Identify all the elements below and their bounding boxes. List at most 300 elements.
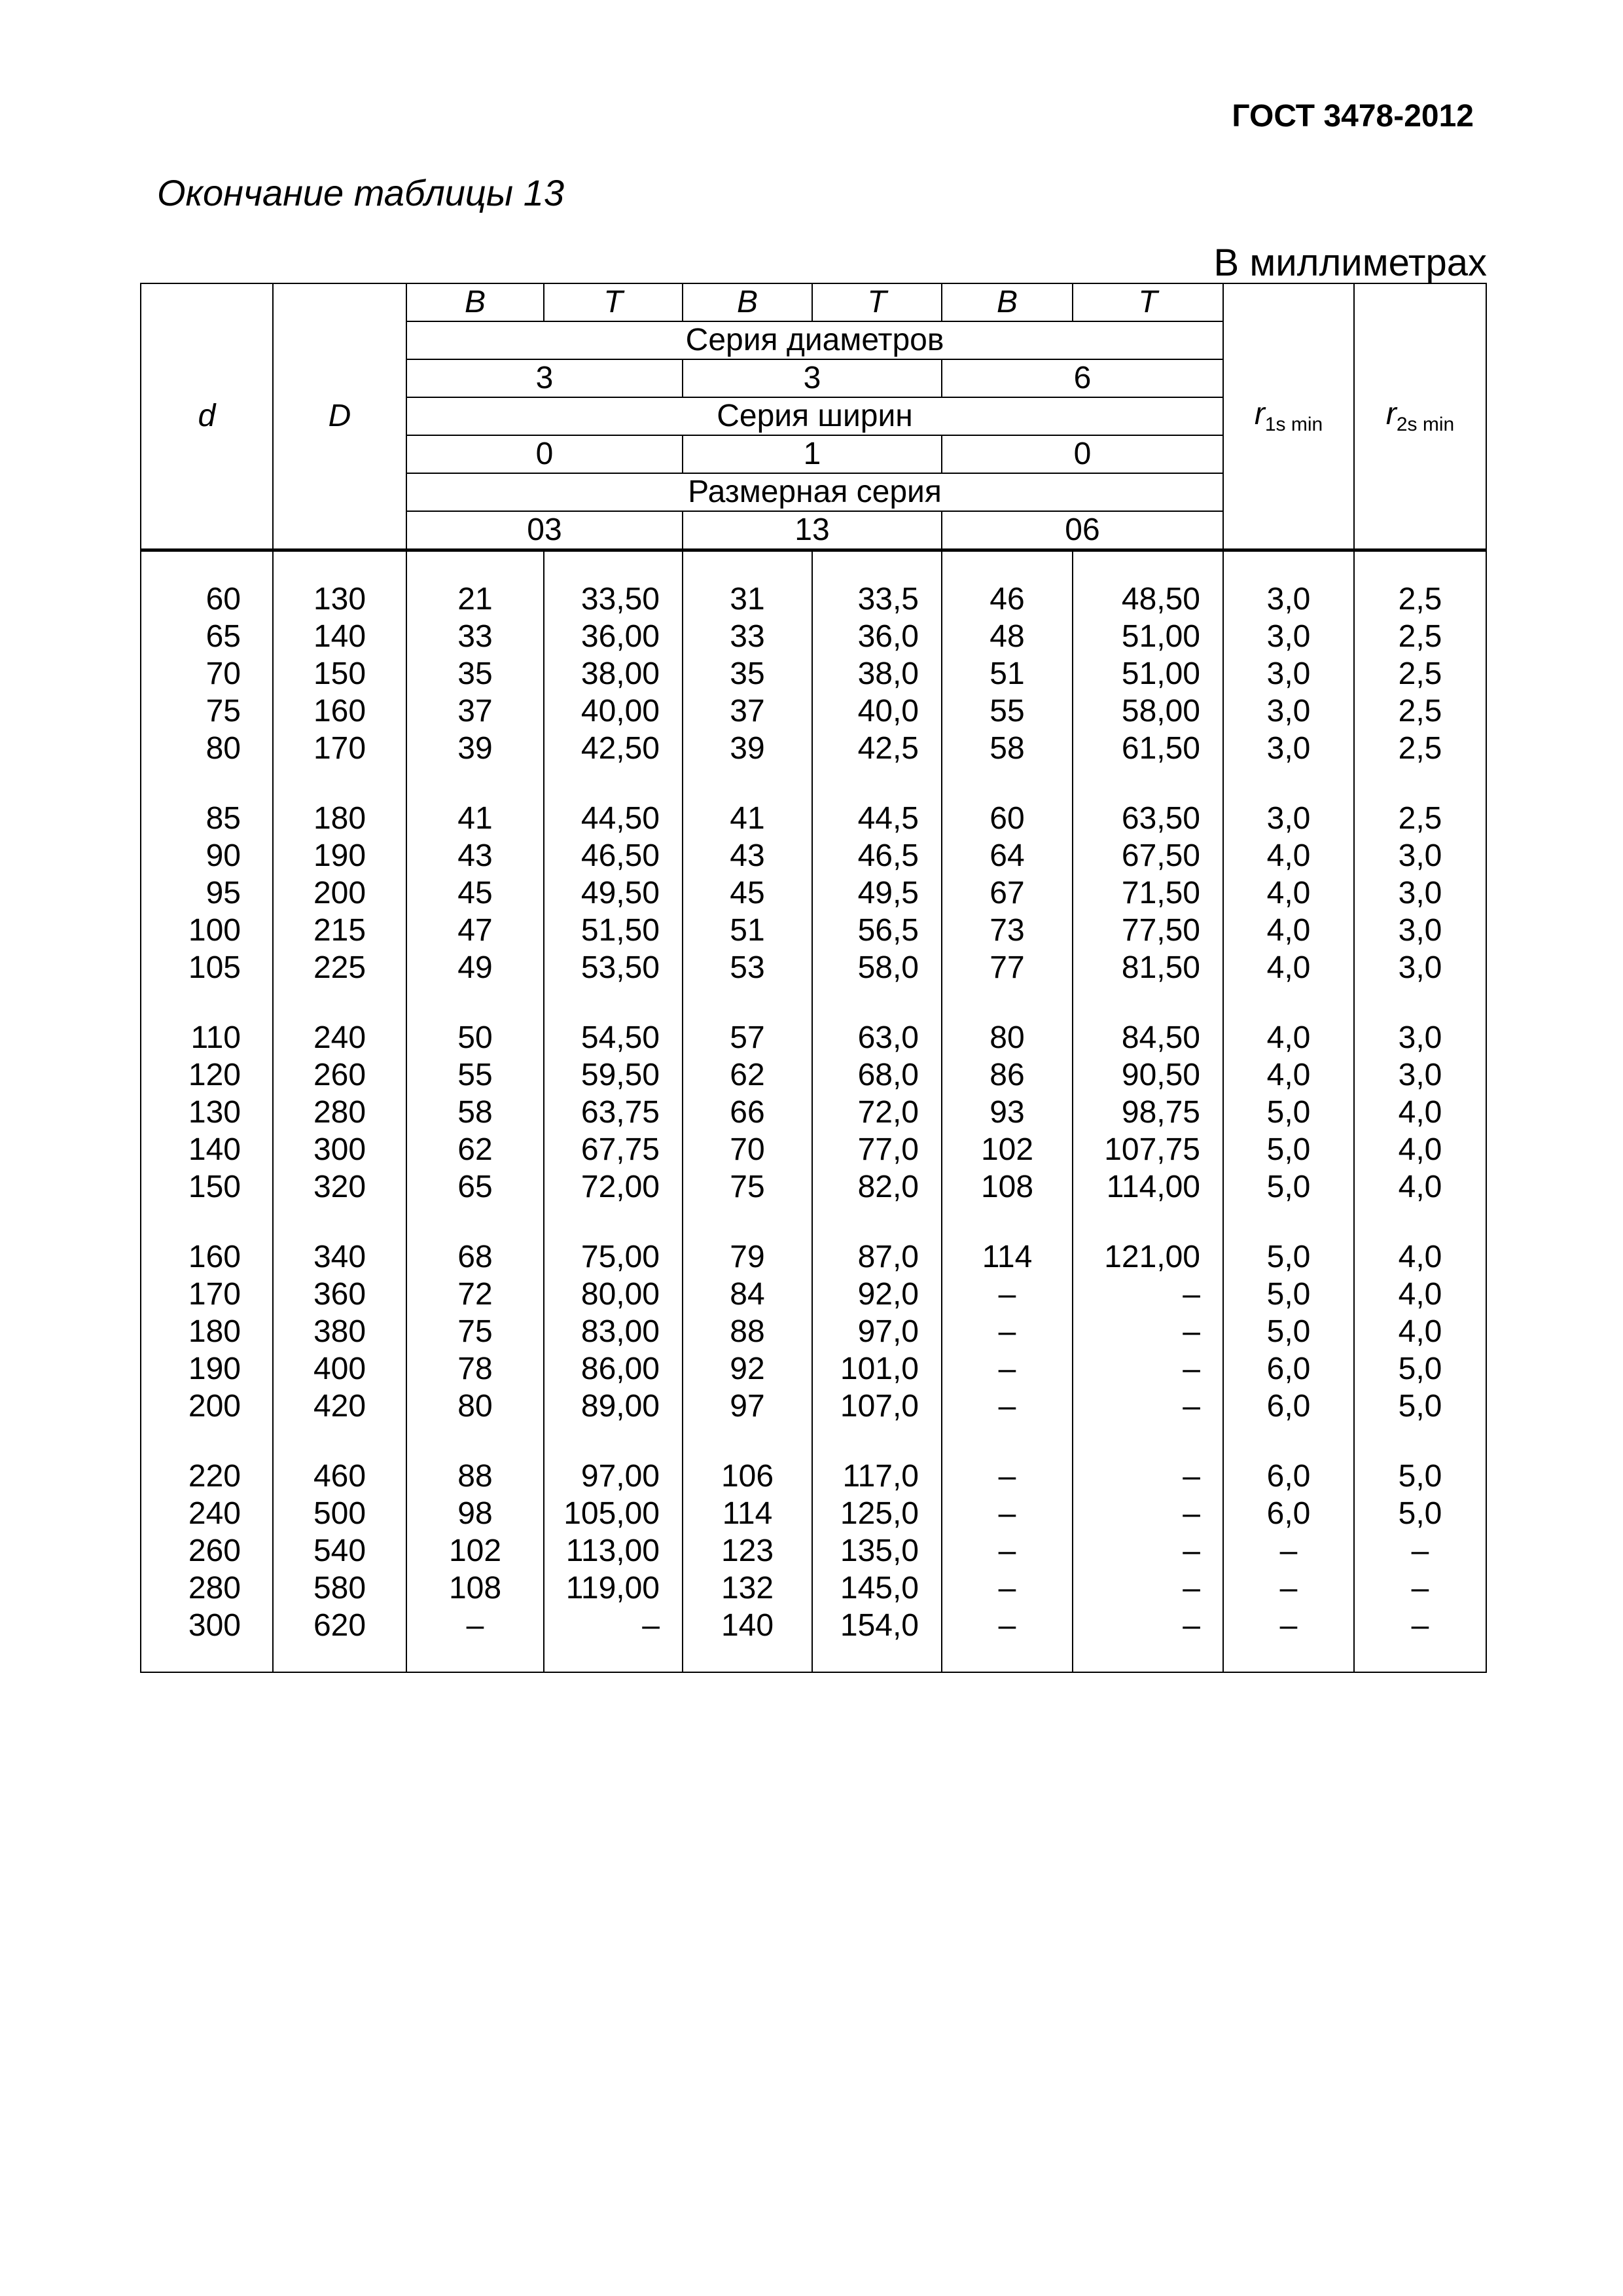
- cell-d: 190: [141, 1350, 273, 1388]
- cell-r1s-min: 5,0: [1223, 1276, 1354, 1313]
- cell-d: 110: [141, 986, 273, 1056]
- cell-B-13: 114: [683, 1495, 812, 1532]
- cell-r2s-min: 3,0: [1354, 912, 1486, 949]
- cell-B-06: –: [942, 1570, 1073, 1607]
- cell-T-03: 63,75: [544, 1094, 683, 1131]
- cell-T-03: 44,50: [544, 767, 683, 837]
- cell-r1s-min: 4,0: [1223, 912, 1354, 949]
- cell-T-13: 44,5: [812, 767, 942, 837]
- cell-r1s-min: 6,0: [1223, 1388, 1354, 1425]
- cell-r1s-min: 3,0: [1223, 767, 1354, 837]
- table-body: [141, 557, 1486, 1672]
- dimension-series-label: Размерная серия: [406, 473, 1223, 511]
- table-row: [141, 1276, 1486, 1313]
- cell-T-13: 68,0: [812, 1056, 942, 1094]
- cell-B-03: 98: [406, 1495, 544, 1532]
- table-row: [141, 1313, 1486, 1350]
- cell-d: 60: [141, 557, 273, 618]
- cell-B-06: 80: [942, 986, 1073, 1056]
- cell-r1s-min: 3,0: [1223, 618, 1354, 655]
- table-row: [141, 912, 1486, 949]
- cell-T-03: 80,00: [544, 1276, 683, 1313]
- table-caption: Окончание таблицы 13: [157, 172, 564, 213]
- cell-B-06: –: [942, 1495, 1073, 1532]
- r1-base: r: [1254, 396, 1265, 431]
- table-row: [141, 949, 1486, 986]
- cell-B-03: 21: [406, 557, 544, 618]
- cell-B-06: 86: [942, 1056, 1073, 1094]
- col-d-header: d: [141, 283, 273, 550]
- cell-d: 85: [141, 767, 273, 837]
- cell-r2s-min: 2,5: [1354, 692, 1486, 730]
- cell-B-13: 31: [683, 557, 812, 618]
- cell-r2s-min: 4,0: [1354, 1276, 1486, 1313]
- cell-B-06: –: [942, 1607, 1073, 1672]
- cell-B-06: 102: [942, 1131, 1073, 1168]
- cell-D: 225: [273, 949, 406, 986]
- table-row: [141, 767, 1486, 837]
- cell-B-06: –: [942, 1425, 1073, 1495]
- cell-B-03: 68: [406, 1206, 544, 1276]
- width-series-value: 0: [942, 435, 1223, 473]
- cell-T-13: 117,0: [812, 1425, 942, 1495]
- cell-D: 400: [273, 1350, 406, 1388]
- cell-r1s-min: –: [1223, 1570, 1354, 1607]
- table-row: [141, 1206, 1486, 1276]
- cell-B-06: 51: [942, 655, 1073, 692]
- cell-T-13: 36,0: [812, 618, 942, 655]
- col-T-header: T: [812, 283, 942, 321]
- cell-D: 180: [273, 767, 406, 837]
- cell-r2s-min: 3,0: [1354, 1056, 1486, 1094]
- cell-r2s-min: 3,0: [1354, 986, 1486, 1056]
- diameter-series-value: 3: [406, 359, 683, 397]
- cell-T-06: –: [1073, 1313, 1223, 1350]
- cell-T-06: 121,00: [1073, 1206, 1223, 1276]
- cell-T-06: –: [1073, 1276, 1223, 1313]
- cell-r1s-min: 4,0: [1223, 874, 1354, 912]
- r2-subscript: 2s min: [1396, 413, 1455, 435]
- cell-B-03: 41: [406, 767, 544, 837]
- cell-r2s-min: 4,0: [1354, 1168, 1486, 1206]
- cell-B-03: 37: [406, 692, 544, 730]
- cell-d: 70: [141, 655, 273, 692]
- cell-B-03: –: [406, 1607, 544, 1672]
- cell-T-06: 107,75: [1073, 1131, 1223, 1168]
- cell-r2s-min: 2,5: [1354, 618, 1486, 655]
- cell-B-06: 55: [942, 692, 1073, 730]
- cell-d: 300: [141, 1607, 273, 1672]
- cell-B-13: 57: [683, 986, 812, 1056]
- cell-d: 65: [141, 618, 273, 655]
- cell-B-03: 50: [406, 986, 544, 1056]
- cell-D: 500: [273, 1495, 406, 1532]
- cell-B-06: 67: [942, 874, 1073, 912]
- cell-T-03: –: [544, 1607, 683, 1672]
- cell-r2s-min: 5,0: [1354, 1425, 1486, 1495]
- cell-B-03: 55: [406, 1056, 544, 1094]
- cell-T-03: 38,00: [544, 655, 683, 692]
- cell-B-06: 58: [942, 730, 1073, 767]
- cell-B-03: 43: [406, 837, 544, 874]
- cell-B-06: 73: [942, 912, 1073, 949]
- standard-code: ГОСТ 3478-2012: [1232, 99, 1474, 134]
- cell-D: 340: [273, 1206, 406, 1276]
- bearing-dimensions-table: [140, 283, 1487, 1673]
- cell-D: 170: [273, 730, 406, 767]
- col-r2-header: [1354, 283, 1486, 550]
- cell-r2s-min: –: [1354, 1570, 1486, 1607]
- cell-D: 380: [273, 1313, 406, 1350]
- cell-D: 160: [273, 692, 406, 730]
- table-row: [141, 986, 1486, 1056]
- cell-T-06: 114,00: [1073, 1168, 1223, 1206]
- cell-T-06: –: [1073, 1607, 1223, 1672]
- cell-B-13: 39: [683, 730, 812, 767]
- cell-r1s-min: 3,0: [1223, 557, 1354, 618]
- cell-d: 240: [141, 1495, 273, 1532]
- cell-T-06: 48,50: [1073, 557, 1223, 618]
- cell-d: 180: [141, 1313, 273, 1350]
- cell-T-03: 67,75: [544, 1131, 683, 1168]
- cell-B-06: –: [942, 1532, 1073, 1570]
- table-row: [141, 692, 1486, 730]
- r1-subscript: 1s min: [1264, 413, 1323, 435]
- table-row: [141, 655, 1486, 692]
- table-row: [141, 1607, 1486, 1672]
- cell-D: 260: [273, 1056, 406, 1094]
- cell-B-03: 88: [406, 1425, 544, 1495]
- cell-d: 75: [141, 692, 273, 730]
- cell-T-03: 40,00: [544, 692, 683, 730]
- table-row: [141, 1056, 1486, 1094]
- cell-d: 105: [141, 949, 273, 986]
- cell-T-06: 51,00: [1073, 655, 1223, 692]
- cell-T-06: 90,50: [1073, 1056, 1223, 1094]
- cell-T-13: 145,0: [812, 1570, 942, 1607]
- table-head: [141, 283, 1486, 557]
- cell-B-13: 45: [683, 874, 812, 912]
- col-T-header: T: [544, 283, 683, 321]
- cell-T-13: 97,0: [812, 1313, 942, 1350]
- cell-T-06: 81,50: [1073, 949, 1223, 986]
- table-row: [141, 730, 1486, 767]
- cell-B-03: 33: [406, 618, 544, 655]
- cell-D: 190: [273, 837, 406, 874]
- cell-B-03: 45: [406, 874, 544, 912]
- cell-T-03: 54,50: [544, 986, 683, 1056]
- cell-B-03: 58: [406, 1094, 544, 1131]
- cell-D: 150: [273, 655, 406, 692]
- cell-r2s-min: 4,0: [1354, 1094, 1486, 1131]
- cell-r2s-min: –: [1354, 1532, 1486, 1570]
- cell-B-13: 33: [683, 618, 812, 655]
- col-r1-header: [1223, 283, 1354, 550]
- cell-d: 150: [141, 1168, 273, 1206]
- cell-d: 160: [141, 1206, 273, 1276]
- cell-T-13: 58,0: [812, 949, 942, 986]
- cell-D: 320: [273, 1168, 406, 1206]
- cell-T-03: 97,00: [544, 1425, 683, 1495]
- r2-base: r: [1385, 396, 1397, 431]
- cell-D: 215: [273, 912, 406, 949]
- cell-T-13: 56,5: [812, 912, 942, 949]
- cell-T-03: 113,00: [544, 1532, 683, 1570]
- cell-B-13: 140: [683, 1607, 812, 1672]
- cell-T-13: 33,5: [812, 557, 942, 618]
- cell-d: 220: [141, 1425, 273, 1495]
- cell-B-03: 49: [406, 949, 544, 986]
- cell-T-13: 63,0: [812, 986, 942, 1056]
- table-row: [141, 1570, 1486, 1607]
- cell-r2s-min: 3,0: [1354, 949, 1486, 986]
- cell-T-06: 71,50: [1073, 874, 1223, 912]
- cell-T-03: 46,50: [544, 837, 683, 874]
- cell-T-03: 51,50: [544, 912, 683, 949]
- cell-T-03: 33,50: [544, 557, 683, 618]
- cell-B-13: 35: [683, 655, 812, 692]
- cell-B-03: 78: [406, 1350, 544, 1388]
- cell-D: 140: [273, 618, 406, 655]
- cell-B-13: 43: [683, 837, 812, 874]
- cell-T-13: 46,5: [812, 837, 942, 874]
- cell-r2s-min: 2,5: [1354, 730, 1486, 767]
- cell-T-13: 49,5: [812, 874, 942, 912]
- cell-B-13: 41: [683, 767, 812, 837]
- cell-B-13: 51: [683, 912, 812, 949]
- cell-B-13: 70: [683, 1131, 812, 1168]
- cell-T-13: 82,0: [812, 1168, 942, 1206]
- cell-B-03: 65: [406, 1168, 544, 1206]
- table-row: [141, 1425, 1486, 1495]
- width-series-label: Серия ширин: [406, 397, 1223, 435]
- cell-B-13: 92: [683, 1350, 812, 1388]
- cell-d: 200: [141, 1388, 273, 1425]
- table-row: [141, 1388, 1486, 1425]
- cell-r2s-min: 4,0: [1354, 1313, 1486, 1350]
- width-series-value: 1: [683, 435, 942, 473]
- cell-r2s-min: 5,0: [1354, 1388, 1486, 1425]
- cell-T-03: 86,00: [544, 1350, 683, 1388]
- cell-D: 280: [273, 1094, 406, 1131]
- table-row: [141, 874, 1486, 912]
- cell-T-03: 53,50: [544, 949, 683, 986]
- cell-T-03: 72,00: [544, 1168, 683, 1206]
- cell-r2s-min: –: [1354, 1607, 1486, 1672]
- cell-T-03: 59,50: [544, 1056, 683, 1094]
- cell-r1s-min: 3,0: [1223, 692, 1354, 730]
- cell-r1s-min: 5,0: [1223, 1094, 1354, 1131]
- cell-T-13: 87,0: [812, 1206, 942, 1276]
- dimension-series-value: 13: [683, 511, 942, 550]
- cell-r1s-min: 4,0: [1223, 837, 1354, 874]
- cell-T-13: 38,0: [812, 655, 942, 692]
- cell-r2s-min: 4,0: [1354, 1131, 1486, 1168]
- cell-T-13: 77,0: [812, 1131, 942, 1168]
- cell-d: 95: [141, 874, 273, 912]
- cell-T-13: 72,0: [812, 1094, 942, 1131]
- cell-d: 120: [141, 1056, 273, 1094]
- cell-d: 100: [141, 912, 273, 949]
- header-separator: [141, 550, 1486, 558]
- cell-B-13: 37: [683, 692, 812, 730]
- cell-d: 80: [141, 730, 273, 767]
- cell-T-06: 77,50: [1073, 912, 1223, 949]
- cell-B-13: 132: [683, 1570, 812, 1607]
- cell-B-13: 97: [683, 1388, 812, 1425]
- cell-r2s-min: 2,5: [1354, 655, 1486, 692]
- cell-B-13: 53: [683, 949, 812, 986]
- cell-T-03: 89,00: [544, 1388, 683, 1425]
- width-series-value: 0: [406, 435, 683, 473]
- cell-B-06: –: [942, 1350, 1073, 1388]
- cell-B-06: –: [942, 1388, 1073, 1425]
- cell-r1s-min: 3,0: [1223, 730, 1354, 767]
- cell-D: 620: [273, 1607, 406, 1672]
- cell-T-06: 67,50: [1073, 837, 1223, 874]
- cell-T-06: 84,50: [1073, 986, 1223, 1056]
- cell-d: 140: [141, 1131, 273, 1168]
- cell-T-13: 125,0: [812, 1495, 942, 1532]
- cell-r1s-min: 5,0: [1223, 1206, 1354, 1276]
- cell-B-13: 84: [683, 1276, 812, 1313]
- cell-T-06: 63,50: [1073, 767, 1223, 837]
- cell-B-13: 75: [683, 1168, 812, 1206]
- table-row: [141, 618, 1486, 655]
- cell-r1s-min: 4,0: [1223, 1056, 1354, 1094]
- cell-r2s-min: 2,5: [1354, 767, 1486, 837]
- cell-B-03: 62: [406, 1131, 544, 1168]
- cell-B-13: 62: [683, 1056, 812, 1094]
- dimension-series-value: 03: [406, 511, 683, 550]
- cell-B-06: 46: [942, 557, 1073, 618]
- cell-B-06: 114: [942, 1206, 1073, 1276]
- table-row: [141, 1495, 1486, 1532]
- cell-D: 580: [273, 1570, 406, 1607]
- cell-r2s-min: 3,0: [1354, 874, 1486, 912]
- units-label: В миллиметрах: [1213, 242, 1487, 284]
- cell-r1s-min: –: [1223, 1532, 1354, 1570]
- cell-B-06: 64: [942, 837, 1073, 874]
- col-B-header: B: [406, 283, 544, 321]
- cell-T-13: 92,0: [812, 1276, 942, 1313]
- cell-B-06: 77: [942, 949, 1073, 986]
- cell-T-06: 58,00: [1073, 692, 1223, 730]
- cell-B-06: 48: [942, 618, 1073, 655]
- cell-d: 260: [141, 1532, 273, 1570]
- cell-r2s-min: 5,0: [1354, 1495, 1486, 1532]
- cell-T-06: –: [1073, 1350, 1223, 1388]
- cell-D: 540: [273, 1532, 406, 1570]
- cell-B-13: 106: [683, 1425, 812, 1495]
- cell-T-06: 51,00: [1073, 618, 1223, 655]
- cell-B-03: 75: [406, 1313, 544, 1350]
- cell-r1s-min: 5,0: [1223, 1313, 1354, 1350]
- cell-B-06: 60: [942, 767, 1073, 837]
- cell-r1s-min: 6,0: [1223, 1350, 1354, 1388]
- cell-T-13: 107,0: [812, 1388, 942, 1425]
- cell-r1s-min: 3,0: [1223, 655, 1354, 692]
- table-row: [141, 837, 1486, 874]
- cell-B-03: 39: [406, 730, 544, 767]
- cell-B-03: 108: [406, 1570, 544, 1607]
- diameter-series-value: 3: [683, 359, 942, 397]
- cell-r1s-min: 6,0: [1223, 1425, 1354, 1495]
- cell-r1s-min: 5,0: [1223, 1131, 1354, 1168]
- cell-B-13: 66: [683, 1094, 812, 1131]
- diameter-series-label: Серия диаметров: [406, 321, 1223, 359]
- cell-T-13: 42,5: [812, 730, 942, 767]
- cell-D: 130: [273, 557, 406, 618]
- table-row: [141, 1168, 1486, 1206]
- cell-r1s-min: 5,0: [1223, 1168, 1354, 1206]
- cell-r2s-min: 2,5: [1354, 557, 1486, 618]
- cell-T-13: 135,0: [812, 1532, 942, 1570]
- table-row: [141, 1350, 1486, 1388]
- cell-T-06: –: [1073, 1495, 1223, 1532]
- cell-T-03: 42,50: [544, 730, 683, 767]
- cell-r1s-min: –: [1223, 1607, 1354, 1672]
- diameter-series-value: 6: [942, 359, 1223, 397]
- cell-T-03: 49,50: [544, 874, 683, 912]
- cell-T-03: 83,00: [544, 1313, 683, 1350]
- cell-T-06: 61,50: [1073, 730, 1223, 767]
- cell-T-03: 119,00: [544, 1570, 683, 1607]
- cell-D: 360: [273, 1276, 406, 1313]
- cell-D: 460: [273, 1425, 406, 1495]
- table-row: [141, 1532, 1486, 1570]
- table-row: [141, 1131, 1486, 1168]
- cell-B-13: 123: [683, 1532, 812, 1570]
- col-D-header: D: [273, 283, 406, 550]
- cell-B-13: 79: [683, 1206, 812, 1276]
- table-row: [141, 557, 1486, 618]
- cell-D: 300: [273, 1131, 406, 1168]
- cell-r2s-min: 4,0: [1354, 1206, 1486, 1276]
- cell-T-13: 40,0: [812, 692, 942, 730]
- col-T-header: T: [1073, 283, 1223, 321]
- col-B-header: B: [942, 283, 1073, 321]
- cell-d: 90: [141, 837, 273, 874]
- cell-B-06: –: [942, 1313, 1073, 1350]
- cell-d: 130: [141, 1094, 273, 1131]
- cell-d: 280: [141, 1570, 273, 1607]
- dimension-series-value: 06: [942, 511, 1223, 550]
- cell-B-13: 88: [683, 1313, 812, 1350]
- cell-T-06: –: [1073, 1532, 1223, 1570]
- cell-r1s-min: 6,0: [1223, 1495, 1354, 1532]
- cell-d: 170: [141, 1276, 273, 1313]
- cell-B-03: 80: [406, 1388, 544, 1425]
- cell-B-03: 102: [406, 1532, 544, 1570]
- cell-r2s-min: 3,0: [1354, 837, 1486, 874]
- cell-D: 420: [273, 1388, 406, 1425]
- cell-r1s-min: 4,0: [1223, 986, 1354, 1056]
- col-B-header: B: [683, 283, 812, 321]
- cell-B-06: –: [942, 1276, 1073, 1313]
- cell-r2s-min: 5,0: [1354, 1350, 1486, 1388]
- cell-B-03: 47: [406, 912, 544, 949]
- cell-T-06: –: [1073, 1388, 1223, 1425]
- cell-D: 240: [273, 986, 406, 1056]
- cell-T-13: 154,0: [812, 1607, 942, 1672]
- cell-B-03: 35: [406, 655, 544, 692]
- cell-T-06: –: [1073, 1570, 1223, 1607]
- cell-T-13: 101,0: [812, 1350, 942, 1388]
- cell-D: 200: [273, 874, 406, 912]
- cell-T-06: 98,75: [1073, 1094, 1223, 1131]
- cell-B-06: 93: [942, 1094, 1073, 1131]
